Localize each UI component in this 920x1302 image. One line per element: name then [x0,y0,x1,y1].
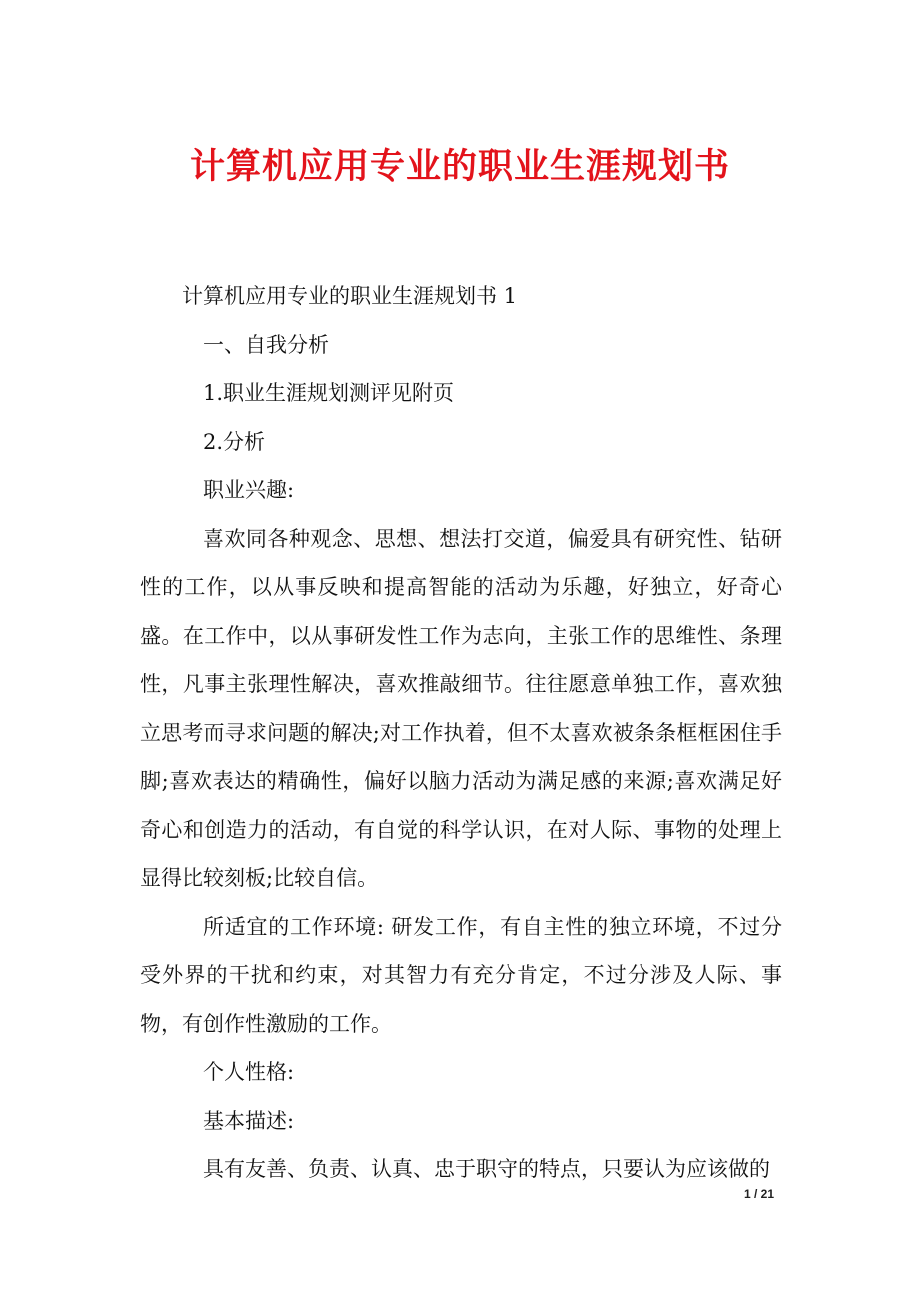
body-paragraph: 喜欢同各种观念、思想、想法打交道，偏爱具有研究性、钻研性的工作，以从事反映和提高智能的活动为乐趣，好独立，好奇心盛。在工作中，以从事研发性工作为志向，主张工作的思维性、条理性，凡事主张理性解决，喜欢推敲细节。往往愿意单独工作，喜欢独立思考而寻求问题的解决;对工作执着，但不太喜欢被条条框框困住手脚;喜欢表达的精确性，偏好以脑力活动为满足感的来源;喜欢满足好奇心和创造力的活动，有自觉的科学认识，在对人际、事物的处理上显得比较刻板;比较自信。 [140,526,782,890]
subsection-heading: 一、自我分析 [203,332,329,357]
body-paragraph: 所适宜的工作环境: 研发工作，有自主性的独立环境，不过分受外界的干扰和约束，对其智力有充分肯定，不过分涉及人际、事物，有创作性激励的工作。 [140,914,782,1036]
list-item: 2.分析 [203,429,266,454]
field-label: 职业兴趣: [203,478,295,502]
field-label: 个人性格: [203,1060,295,1084]
document-title: 计算机应用专业的职业生涯规划书 [189,146,730,187]
body-paragraph: 具有友善、负责、认真、忠于职守的特点，只要认为应该做的 [203,1157,770,1181]
document-body [140,272,782,1194]
section-heading: 计算机应用专业的职业生涯规划书 1 [182,284,518,308]
page-number: 1 / 21 [744,1187,775,1201]
list-item: 1.职业生涯规划测评见附页 [203,381,455,405]
field-label: 基本描述: [203,1108,295,1133]
